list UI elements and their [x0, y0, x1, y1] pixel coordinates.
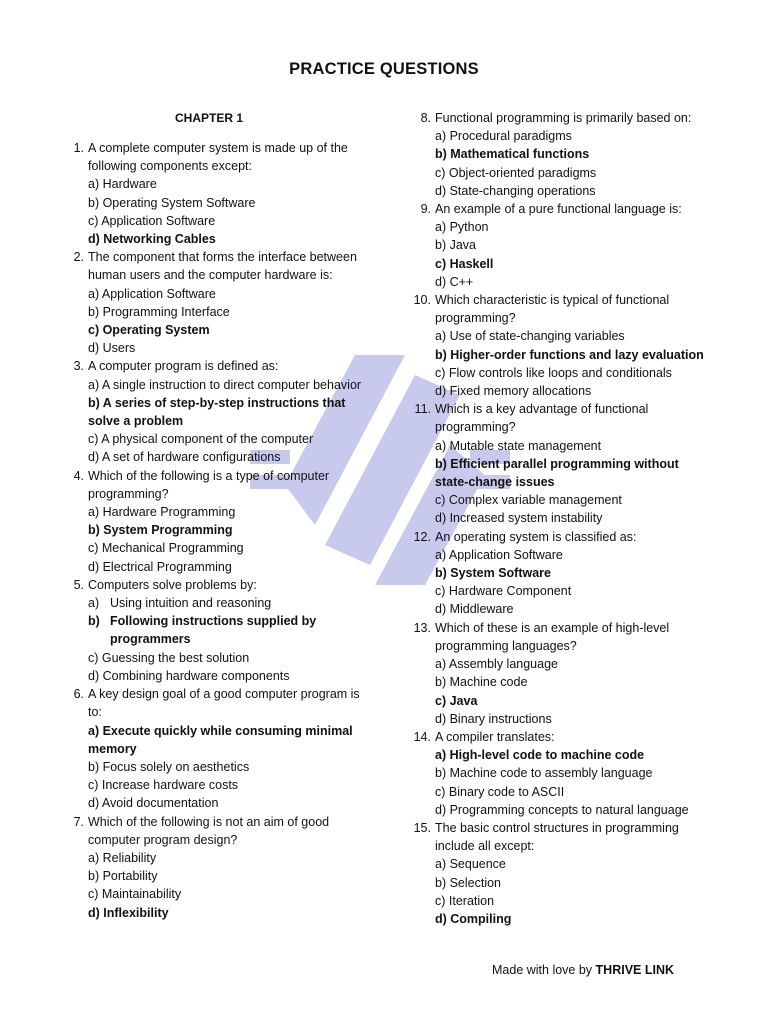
answer-option: c) Binary code to ASCII [435, 784, 565, 799]
answer-option: a) Sequence [435, 857, 506, 872]
question-item [409, 819, 709, 928]
page-title: PRACTICE QUESTIONS [289, 60, 479, 78]
answer-option: c) Object-oriented paradigms [435, 165, 597, 180]
answer-option-correct: d) Inflexibility [88, 905, 169, 920]
question-text: Which is a key advantage of functional programming? [435, 402, 649, 435]
question-number: 7. [73, 814, 84, 829]
answer-option: d) Combining hardware components [88, 668, 290, 683]
question-body [435, 200, 709, 291]
question-number: 14. [413, 729, 431, 744]
answer-option: d) Programming concepts to natural language [435, 802, 689, 817]
answer-option: d) Fixed memory allocations [435, 384, 592, 399]
question-body [88, 813, 362, 922]
answer-option: a) Use of state-changing variables [435, 329, 625, 344]
answer-option-correct: a) Execute quickly while consuming minimal memory [88, 723, 353, 756]
answer-option-correct [88, 612, 362, 648]
answer-option: a) Assembly language [435, 657, 558, 672]
answer-option: d) Binary instructions [435, 711, 552, 726]
right-column [409, 109, 709, 928]
question-body [88, 248, 362, 357]
option-label: b) [88, 614, 100, 629]
answer-option-correct: d) Compiling [435, 911, 512, 926]
question-item [409, 728, 709, 819]
answer-option: c) Maintainability [88, 887, 182, 902]
answer-option: d) C++ [435, 274, 474, 289]
question-text: Which of the following is not an aim of good computer program design? [88, 814, 330, 847]
answer-option: b) Machine code [435, 675, 528, 690]
question-number: 3. [73, 359, 84, 374]
answer-option: c) Guessing the best solution [88, 650, 250, 665]
question-item [62, 139, 362, 248]
question-body [88, 139, 362, 248]
question-text: Computers solve problems by: [88, 577, 257, 592]
question-number: 2. [73, 250, 84, 265]
question-text: A key design goal of a good computer program is to: [88, 687, 360, 720]
question-number: 10. [413, 293, 431, 308]
question-item [62, 248, 362, 357]
answer-option: c) A physical component of the computer [88, 432, 314, 447]
footer-brand: THRIVE LINK [595, 963, 675, 977]
answer-option: d) Electrical Programming [88, 559, 232, 574]
option-text: Using intuition and reasoning [110, 596, 272, 611]
answer-option: d) Avoid documentation [88, 796, 219, 811]
question-text: A compiler translates: [435, 729, 555, 744]
answer-option: d) State-changing operations [435, 183, 596, 198]
question-number: 8. [420, 111, 431, 125]
answer-option: b) Portability [88, 869, 158, 884]
answer-option: a) Hardware [88, 177, 157, 192]
option-label: a) [88, 596, 100, 611]
question-number: 4. [73, 468, 84, 483]
answer-option [88, 594, 362, 612]
answer-option-correct: b) Mathematical functions [435, 147, 590, 162]
answer-option: b) Operating System Software [88, 195, 256, 210]
footer-credit [492, 963, 674, 977]
question-item [62, 357, 362, 466]
answer-option: c) Increase hardware costs [88, 778, 239, 793]
question-item [62, 813, 362, 922]
answer-option: d) Users [88, 341, 136, 356]
question-body [435, 528, 709, 619]
question-body [435, 109, 709, 200]
question-body [435, 400, 709, 527]
question-item [62, 467, 362, 576]
question-text: Which of the following is a type of computer programming? [88, 468, 330, 501]
question-text: An example of a pure functional language is: [435, 202, 682, 217]
answer-option-correct: c) Java [435, 693, 478, 708]
question-text: The basic control structures in programming include all except: [435, 820, 679, 854]
answer-option: a) Procedural paradigms [435, 129, 572, 144]
option-text: Following instructions supplied by programmers [110, 614, 317, 647]
answer-option: a) Hardware Programming [88, 505, 236, 520]
answer-option: d) A set of hardware configurations [88, 450, 281, 465]
question-item [62, 685, 362, 812]
question-item [409, 109, 709, 200]
answer-option: d) Middleware [435, 602, 514, 617]
question-text: The component that forms the interface between human users and the computer hardware is: [88, 250, 357, 283]
question-number: 13. [413, 620, 431, 635]
question-number: 5. [73, 577, 84, 592]
answer-option-correct: c) Operating System [88, 323, 210, 338]
answer-option: b) Focus solely on aesthetics [88, 759, 250, 774]
question-body [88, 357, 362, 466]
answer-option: b) Machine code to assembly language [435, 766, 653, 781]
question-body [88, 576, 362, 685]
question-text: A computer program is defined as: [88, 359, 279, 374]
answer-option: a) Application Software [435, 547, 563, 562]
answer-option: b) Selection [435, 875, 502, 890]
question-item [409, 619, 709, 728]
answer-option: c) Application Software [88, 213, 216, 228]
answer-option-correct: b) System Software [435, 566, 552, 581]
answer-option-correct: d) Networking Cables [88, 232, 216, 247]
answer-option-correct: b) Higher-order functions and lazy evaluation [435, 347, 704, 362]
answer-option: a) Python [435, 220, 489, 235]
answer-option: c) Iteration [435, 893, 495, 908]
answer-option: c) Flow controls like loops and conditionals [435, 365, 672, 380]
question-text: A complete computer system is made up of the following components except: [88, 141, 348, 174]
answer-option: a) Application Software [88, 286, 216, 301]
answer-option: d) Increased system instability [435, 511, 603, 526]
answer-option: c) Complex variable management [435, 493, 622, 508]
question-body [435, 619, 709, 728]
chapter-heading: CHAPTER 1 [175, 111, 244, 125]
question-item [409, 400, 709, 527]
answer-option-correct: c) Haskell [435, 256, 494, 271]
answer-option-correct: b) System Programming [88, 523, 233, 538]
question-number: 6. [73, 687, 84, 702]
question-number: 12. [413, 529, 431, 544]
question-number: 11. [414, 402, 431, 417]
answer-option: b) Java [435, 238, 476, 253]
question-item [409, 528, 709, 619]
question-body [435, 291, 709, 400]
answer-option: a) Reliability [88, 850, 157, 865]
left-column [62, 139, 362, 922]
question-text: Which characteristic is typical of functional programming? [435, 293, 670, 326]
question-number: 9. [420, 202, 431, 217]
question-body [435, 728, 709, 819]
answer-option: c) Hardware Component [435, 584, 572, 599]
question-item [62, 576, 362, 685]
answer-option-correct: b) A series of step-by-step instructions that solve a problem [88, 395, 346, 429]
question-item [409, 291, 709, 400]
answer-option-correct: b) Efficient parallel programming without state-change issues [435, 456, 679, 490]
question-body [88, 685, 362, 812]
footer-prefix: Made with love by [492, 963, 596, 977]
answer-option: b) Programming Interface [88, 304, 230, 319]
question-body [88, 467, 362, 576]
question-body [435, 819, 709, 928]
answer-option: c) Mechanical Programming [88, 541, 244, 556]
question-number: 15. [413, 820, 431, 835]
question-text: Which of these is an example of high-level programming languages? [435, 620, 670, 653]
answer-option-correct: a) High-level code to machine code [435, 748, 645, 763]
question-text: Functional programming is primarily based on: [435, 111, 692, 125]
answer-option: a) A single instruction to direct computer behavior [88, 377, 362, 392]
question-item [409, 200, 709, 291]
question-number: 1. [73, 141, 84, 155]
answer-option: a) Mutable state management [435, 438, 602, 453]
question-text: An operating system is classified as: [435, 529, 637, 544]
